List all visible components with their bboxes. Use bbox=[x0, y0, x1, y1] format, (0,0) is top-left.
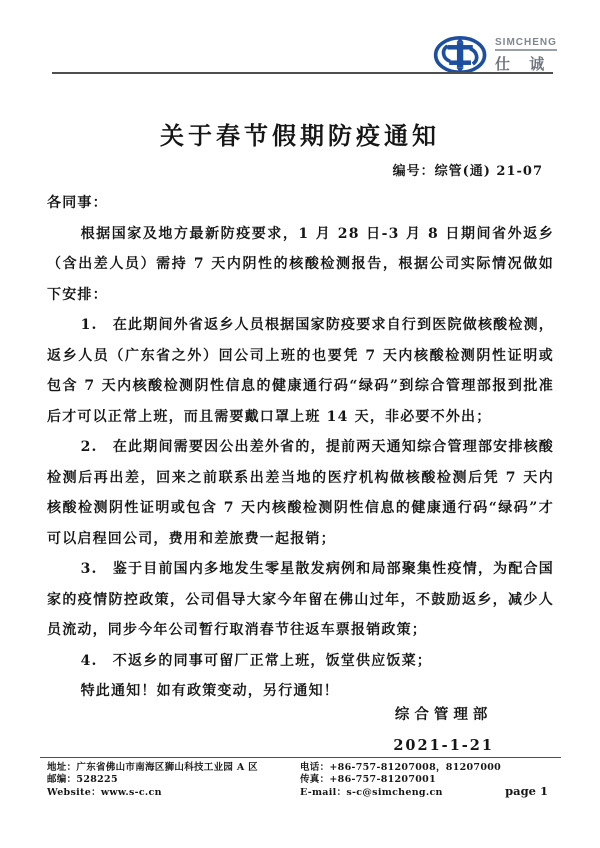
footer-zip-label: 邮编： bbox=[47, 774, 77, 786]
brand-text bbox=[495, 37, 557, 74]
closing-line: 特此通知！如有政策变动，另行通知！ bbox=[80, 683, 339, 699]
footer-address-label: 地址： bbox=[47, 762, 77, 773]
footer-email-value: s-c@simcheng.cn bbox=[346, 786, 443, 798]
doc-number: 编号：综管(通) 21-07 bbox=[392, 164, 543, 179]
footer-left-column bbox=[47, 762, 300, 799]
footer-fax-value: +86-757-81207001 bbox=[329, 774, 436, 786]
footer-website-value: www.s-c.cn bbox=[100, 786, 162, 798]
brand-name-en: SIMCHENG bbox=[495, 37, 557, 51]
salutation: 各同事： bbox=[47, 195, 108, 211]
footer-website-label: Website： bbox=[47, 786, 101, 798]
footer-zip-value: 528225 bbox=[76, 774, 118, 786]
footer-phone bbox=[300, 762, 500, 774]
paragraph-item-1: 1. 在此期间外省返乡人员根据国家防疫要求自行到医院做核酸检测，返乡人员（广东省之外）回公司上班的也要凭 7 天内核酸检测阴性证明或包含 7 天内核酸检测阴性信息的健康通行码“绿码”到综合管理部报到批准后才可以正常上班，而且需要戴口罩上班 14 天，非必要不外出； bbox=[47, 317, 554, 425]
brand-name-cn: 仕 诚 bbox=[495, 54, 552, 73]
footer-fax-label: 传真： bbox=[300, 774, 330, 786]
signature-block bbox=[393, 699, 494, 761]
paragraph-intro: 根据国家及地方最新防疫要求，1 月 28 日-3 月 8 日期间省外返乡（含出差人员）需持 7 天内阴性的核酸检测报告，根据公司实际情况做如下安排： bbox=[47, 225, 554, 303]
footer-phone-label: 电话： bbox=[300, 762, 330, 773]
footer-website bbox=[47, 787, 300, 799]
page-number: page 1 bbox=[505, 784, 548, 798]
footer-phone-value: +86-757-81207008，81207000 bbox=[329, 762, 502, 773]
signature-date: 2021-1-21 bbox=[393, 737, 494, 754]
company-letterhead bbox=[432, 34, 557, 76]
document-body bbox=[47, 188, 554, 707]
footer-right-column bbox=[300, 762, 500, 799]
footer-fax bbox=[300, 774, 500, 786]
paragraph-item-2: 2. 在此期间需要因公出差外省的，提前两天通知综合管理部安排核酸检测后再出差，回来之前联系出差当地的医疗机构做核酸检测后凭 7 天内核酸检测阴性证明或包含 7 天内核酸检测阴性信息的健康通行码“绿码”才可以启程回公司，费用和差旅费一起报销； bbox=[47, 439, 554, 547]
paragraph-item-3: 3. 鉴于目前国内多地发生零星散发病例和局部聚集性疫情，为配合国家的疫情防控政策，公司倡导大家今年留在佛山过年，不鼓励返乡，减少人员流动，同步今年公司暂行取消春节往返车票报销政策； bbox=[47, 561, 554, 638]
footer-divider bbox=[40, 757, 561, 758]
header-divider bbox=[52, 72, 553, 74]
simcheng-logo-icon bbox=[432, 34, 490, 76]
page-title: 关于春节假期防疫通知 bbox=[160, 121, 440, 150]
page-footer bbox=[47, 762, 560, 799]
footer-address bbox=[47, 762, 300, 774]
paragraph-item-4: 4. 不返乡的同事可留厂正常上班，饭堂供应饭菜； bbox=[80, 652, 433, 669]
footer-email bbox=[300, 787, 500, 799]
footer-zip bbox=[47, 774, 300, 786]
footer-address-value: 广东省佛山市南海区狮山科技工业园 A 区 bbox=[76, 762, 258, 773]
signature-department: 综合管理部 bbox=[394, 706, 493, 723]
footer-email-label: E-mail： bbox=[300, 786, 347, 798]
